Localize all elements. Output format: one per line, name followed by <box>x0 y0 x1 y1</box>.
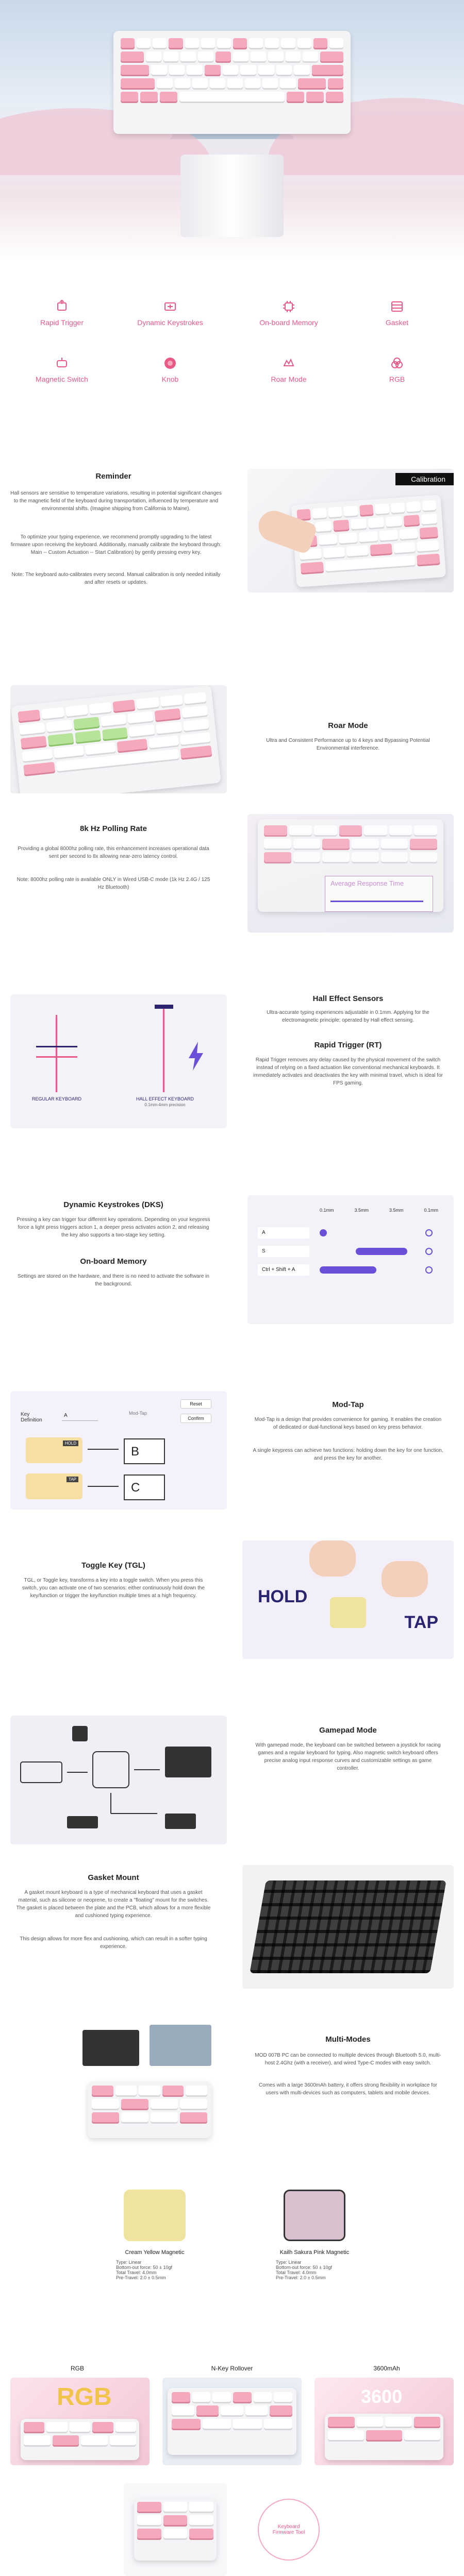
hall-effect-title: Hall Effect Sensors <box>312 994 384 1003</box>
toggle-key-image <box>242 1540 454 1659</box>
battery-keyboard <box>325 2414 443 2460</box>
roar-mode-image <box>10 685 227 793</box>
polling-rate-title: 8k Hz Polling Rate <box>79 824 147 833</box>
dks-toggle[interactable] <box>425 1248 433 1255</box>
polling-rate-text-2: Note: 8000hz polling rate is available ONLY in Wired USB-C mode (1k Hz 2.4G / 125 Hz Bluetooth) <box>16 877 210 890</box>
multi-modes-text-2: Comes with a large 3600mAh battery, it offers strong flexibility in workplace for users with multi-devices such as computers, tablets and mobile devices. <box>259 2082 437 2096</box>
switch-card-cream <box>103 2184 206 2339</box>
feature-label: Gasket <box>385 318 409 327</box>
roar-mode-title: Roar Mode <box>328 721 368 730</box>
gallery-label-battery: 3600mAh <box>373 2365 400 2372</box>
gamepad-title: Gamepad Mode <box>319 1726 377 1735</box>
tap-card: TAP <box>26 1473 82 1499</box>
gasket-icon <box>389 299 405 314</box>
gasket-title: Gasket Mount <box>88 1873 139 1882</box>
feature-onboard-memory <box>247 299 330 328</box>
dks-row[interactable]: A <box>258 1227 309 1239</box>
gallery-label-nkro: N-Key Rollover <box>211 2365 253 2372</box>
roar-mode-text: Ultra and Consistent Performance up to 4 keys and Bypassing Potential Environmental interference. <box>266 738 430 751</box>
gasket-plate-image <box>242 1865 454 1989</box>
pedestal <box>180 155 284 237</box>
feature-label: Roar Mode <box>271 375 307 383</box>
memory-chip-icon <box>281 299 296 314</box>
dks-toggle[interactable] <box>425 1266 433 1274</box>
topdown-keyboard <box>134 2499 217 2561</box>
dks-row[interactable]: S <box>258 1246 309 1257</box>
gasket-text-1: A gasket mount keyboard is a type of mechanical keyboard that uses a gasket material, such as silicone or neoprene, to create a "floating" mount for the switches. The gasket is placed between the plate and the PCB, which allows for a more flexible and cushioned typing experience. <box>16 1890 211 1919</box>
dks-toggle[interactable] <box>320 1229 327 1236</box>
dks-toggle[interactable] <box>320 1266 376 1274</box>
memory-text: Settings are stored on the hardware, and there is no need to activate the software in the background. <box>18 1274 209 1287</box>
roar-mode-icon <box>281 355 296 371</box>
hall-effect-text: Ultra-accurate typing experiences adjustable in 0.1mm. Applying for the electromagnetic principle; operated by Hall effect sensing. <box>267 1010 429 1023</box>
battery-image: 3600 <box>314 2378 454 2465</box>
firmware-circle: Keyboard Firmware Tool <box>258 2499 320 2561</box>
mod-tap-label: Mod-Tap <box>129 1411 147 1416</box>
switch-card-pink <box>263 2184 366 2339</box>
regular-keyboard-diagram: REGULAR KEYBOARD <box>36 1015 77 1103</box>
reset-button[interactable]: Reset <box>180 1399 211 1409</box>
dks-text: Pressing a key can trigger four different key operations. Depending on your keypress force a light press triggers action 1, a deeper press activates action 2, and releasing the key also supports a two-stage key setting. <box>16 1217 210 1238</box>
polling-rate-section <box>0 814 464 943</box>
multi-modes-text-1: MOD 007B PC can be connected to multiple devices through Bluetooth 5.0, multi-host 2.4Ghz (with a receiver), and wired Type-C modes with easy switch. <box>255 2053 441 2066</box>
feature-magnetic-switch <box>21 355 103 384</box>
mod-tap-title: Mod-Tap <box>332 1400 364 1409</box>
key-b-box: B <box>124 1438 165 1464</box>
mod-tap-section <box>0 1391 464 1525</box>
laptop-image <box>82 2030 139 2066</box>
hero-keyboard-image <box>113 31 351 134</box>
rgb-image: RGB <box>10 2378 150 2465</box>
hall-effect-section <box>0 979 464 1149</box>
key-a-box: A <box>62 1411 98 1421</box>
magnetic-switch-icon <box>54 355 70 371</box>
reminder-text-3: Note: The keyboard auto-calibrates every second. Manual calibration is only needed initially and after resets or updates. <box>11 572 221 585</box>
confirm-button[interactable]: Confirm <box>180 1414 211 1423</box>
switch-name: Cream Yellow Magnetic <box>125 2249 185 2256</box>
toggle-key-section <box>0 1540 464 1669</box>
mod-tap-text-2: A single keypress can achieve two functions: holding down the key for one function, and press the key for another. <box>253 1448 443 1461</box>
gasket-text-2: This design allows for more flex and cushioning, which can result in a softer typing experience. <box>20 1936 207 1950</box>
feature-roar-mode <box>247 355 330 384</box>
knob-icon <box>162 355 178 371</box>
reminder-text-1: Hall sensors are sensitive to temperature variations, resulting in potential significant changes to the magnetic field of the keyboard during transportation, influenced by temperature and environmental shifts. (Imagine shipping from California to Maine). <box>10 490 222 512</box>
plate-image <box>250 1880 446 1973</box>
multi-modes-title: Multi-Modes <box>325 2035 371 2044</box>
gamepad-section <box>0 1716 464 1850</box>
roar-mode-section <box>0 685 464 804</box>
feature-label: On-board Memory <box>259 318 318 327</box>
dks-row[interactable]: Ctrl + Shift + A <box>258 1264 309 1276</box>
switch-specs: Type: Linear Bottom-out force: 50 ± 10gf Total Travel: 4.0mm Pre-Travel: 2.0 ± 0.5mm <box>116 2260 172 2280</box>
calibration-badge: Calibration <box>395 473 454 485</box>
feature-label: RGB <box>389 375 405 383</box>
feature-knob <box>129 355 211 384</box>
dks-toggle[interactable] <box>356 1248 407 1255</box>
arrow-icon <box>88 1486 119 1487</box>
tap-label: TAP <box>404 1613 438 1632</box>
switch-image <box>330 1597 366 1628</box>
dks-toggle[interactable] <box>425 1229 433 1236</box>
memory-title: On-board Memory <box>80 1257 147 1266</box>
feature-label: Magnetic Switch <box>36 375 88 383</box>
feature-label: Dynamic Keystrokes <box>137 318 203 327</box>
toggle-key-title: Toggle Key (TGL) <box>81 1561 145 1570</box>
reminder-title: Reminder <box>95 472 131 481</box>
gallery-label-rgb: RGB <box>70 2365 84 2372</box>
switches-section <box>0 2184 464 2354</box>
dks-header-row: 0.1mm 3.5mm 3.5mm 0.1mm <box>319 1208 438 1213</box>
nkro-image <box>162 2378 302 2465</box>
topdown-keyboard-image <box>124 2483 227 2576</box>
gamepad-text: With gamepad mode, the keyboard can be switched between a joystick for racing games and a regular keyboard for typing. Also magnetic switch keyboard offers precise analog input response curves and customizable settings as game controller. <box>255 1742 441 1771</box>
rgb-keyboard <box>21 2419 139 2460</box>
lightning-icon <box>186 1041 206 1072</box>
feature-rapid-trigger <box>21 299 103 328</box>
hold-label: HOLD <box>258 1587 308 1606</box>
feature-gasket <box>356 299 438 328</box>
hand-image <box>382 1561 428 1597</box>
polling-rate-text-1: Providing a global 8000hz polling rate, this enhancement increases operational data sent per second to 8x allowing near-zero latency control. <box>18 846 209 859</box>
rapid-trigger-title: Rapid Trigger (RT) <box>314 1041 382 1049</box>
dynamic-keystrokes-icon <box>162 299 178 314</box>
cream-switch-image <box>124 2190 186 2241</box>
reminder-section <box>0 459 464 675</box>
switch-specs: Type: Linear Bottom-out force: 50 ± 10gf Total Travel: 4.0mm Pre-Travel: 2.0 ± 0.5mm <box>276 2260 332 2280</box>
arrow-icon <box>88 1449 119 1450</box>
mod-tap-image <box>10 1391 227 1510</box>
multi-modes-image <box>72 2025 227 2148</box>
hall-effect-image <box>10 994 227 1128</box>
bottom-gallery <box>0 2365 464 2576</box>
nkro-keyboard <box>168 2388 296 2455</box>
hero-banner <box>0 0 464 260</box>
hand-image <box>309 1540 356 1577</box>
polling-rate-image <box>247 814 454 933</box>
dks-table <box>247 1195 454 1324</box>
feature-label: Knob <box>161 375 179 383</box>
feature-label: Rapid Trigger <box>40 318 84 327</box>
key-c-box: C <box>124 1475 165 1500</box>
rapid-trigger-text: Rapid Trigger removes any delay caused by the physical movement of the switch instead of relying on a fixed actuation like conventional mechanical keyboards. It immediately activates and deactivates the key with minimal travel, which is ideal for FPS gaming. <box>253 1057 443 1086</box>
dks-title: Dynamic Keystrokes (DKS) <box>63 1200 163 1209</box>
key-definition-label: Key Definition <box>21 1412 42 1423</box>
toggle-key-text: TGL, or Toggle key, transforms a key into a toggle switch. When you press this switch, you can activate one of two scenarios: either continuously hold down the key/function or trigger the key/function multiple times at a high frequency. <box>22 1578 205 1599</box>
monitor-image <box>150 2025 211 2066</box>
firmware-circle-image <box>237 2483 340 2576</box>
gamepad-diagram <box>10 1716 227 1844</box>
rapid-trigger-icon <box>54 299 70 314</box>
calibration-image <box>247 469 454 592</box>
switch-name: Kailh Sakura Pink Magnetic <box>279 2249 350 2256</box>
reminder-text-2: To optimize your typing experience, we recommend promptly upgrading to the latest firmware upon receiving the keyboard. Additionally, manually calibrate the keyboard through: Main -- Custom Actuation -- Start Calibration) by gently pressing every key. <box>10 534 222 555</box>
multi-modes-section <box>0 2025 464 2169</box>
gamepad-image <box>10 1716 227 1844</box>
gasket-section <box>0 1865 464 2009</box>
response-time-bar <box>330 901 423 902</box>
pink-switch-image <box>284 2190 345 2241</box>
multi-keyboard <box>88 2081 211 2138</box>
mod-tap-text-1: Mod-Tap is a design that provides convenience for gaming. It enables the creation of dedicated or dual-functional keys based on key press behavior. <box>254 1417 442 1430</box>
roar-keyboard <box>11 685 221 793</box>
feature-icon-grid <box>0 260 464 435</box>
hold-card: HOLD <box>26 1437 82 1463</box>
feature-rgb <box>356 355 438 384</box>
hall-effect-keyboard-diagram: HALL EFFECT KEYBOARD 0.1mm-4mm precision <box>129 1005 201 1108</box>
dks-section <box>0 1190 464 1345</box>
feature-dynamic-keystrokes <box>129 299 211 328</box>
response-time-badge: Average Response Time <box>325 876 433 912</box>
rgb-icon <box>389 355 405 371</box>
calibration-keyboard <box>291 495 446 587</box>
